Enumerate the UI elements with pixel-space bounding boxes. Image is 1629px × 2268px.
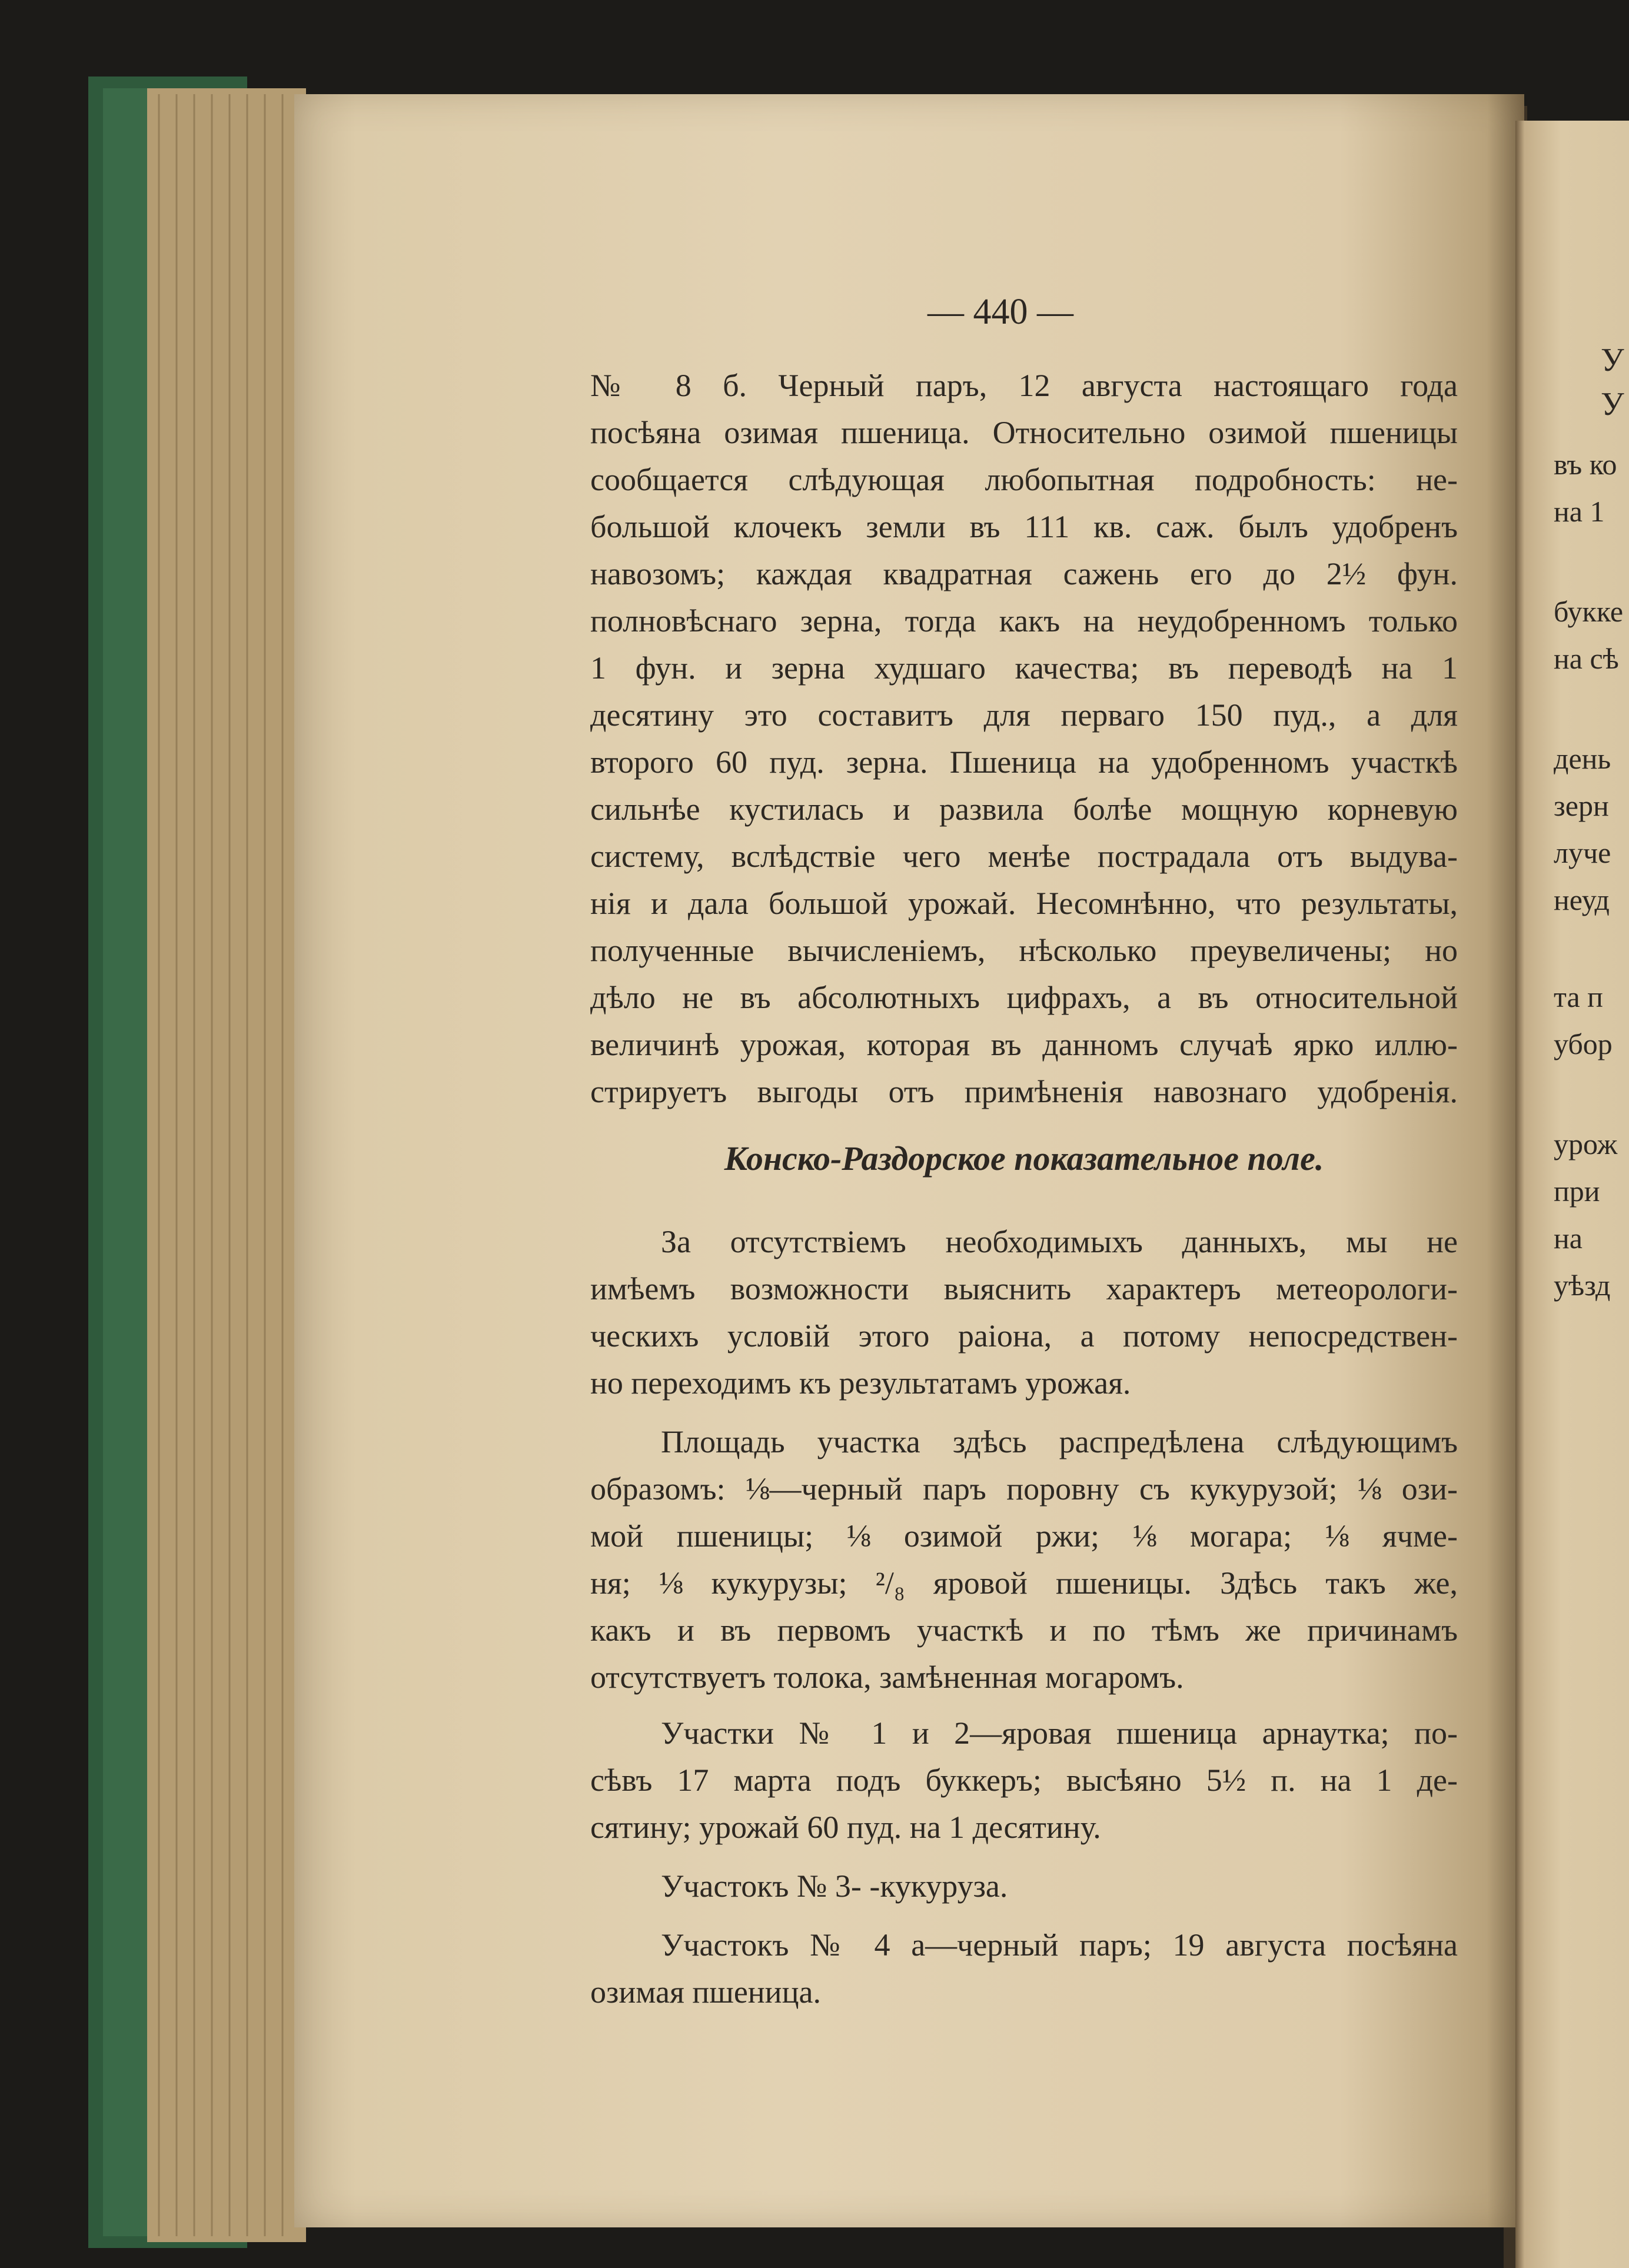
text-line: № 8 б. Черный паръ, 12 августа настоящаго года <box>590 368 1458 403</box>
right-page-fragment: урож <box>1554 1128 1618 1160</box>
text-line: полученные вычисленіемъ, нѣсколько преувеличены; но <box>590 933 1458 968</box>
right-page-fragment: въ ко <box>1554 448 1617 481</box>
right-page-fragment: уѣзд <box>1554 1269 1611 1302</box>
text-line: сообщается слѣдующая любопытная подробность: не- <box>590 462 1458 497</box>
right-page-fragment: убор <box>1554 1027 1613 1060</box>
section-heading: Конско-Раздорское показательное поле. <box>724 1139 1324 1178</box>
text-line: дѣло не въ абсолютныхъ цифрахъ, а въ относительной <box>590 980 1458 1015</box>
text-line: систему, вслѣдствіе чего менѣе пострадала отъ выдува- <box>590 839 1458 874</box>
right-page-fragment: неуд <box>1554 883 1610 916</box>
text-line: нія и дала большой урожай. Несомнѣнно, что результаты, <box>590 886 1458 921</box>
text-line: Участокъ № 4 а—черный паръ; 19 августа посѣяна <box>661 1927 1458 1963</box>
text-line: образомъ: ⅛—черный паръ поровну съ кукурузой; ⅛ ози- <box>590 1471 1458 1507</box>
text-line: навозомъ; каждая квадратная сажень его до 2½ фун. <box>590 556 1458 591</box>
right-page-fragment: на <box>1554 1222 1583 1255</box>
text-line: какъ и въ первомъ участкѣ и по тѣмъ же причинамъ <box>590 1612 1458 1648</box>
text-line: большой клочекъ земли въ 111 кв. саж. былъ удобренъ <box>590 509 1458 544</box>
text-line: ня; ⅛ кукурузы; ²/₈ яровой пшеницы. Здѣсь такъ же, <box>590 1565 1458 1601</box>
right-page-fragment: луче <box>1554 836 1611 869</box>
right-page-fragment: при <box>1554 1175 1600 1208</box>
right-page-fragment: на 1 <box>1554 495 1605 528</box>
text-line: ческихъ условій этого раіона, а потому непосредствен- <box>590 1318 1458 1354</box>
text-line: сильнѣе кустилась и развила болѣе мощную корневую <box>590 792 1458 827</box>
text-line: посѣяна озимая пшеница. Относительно озимой пшеницы <box>590 415 1458 450</box>
right-page-fragment: та п <box>1554 980 1603 1013</box>
text-line: имѣемъ возможности выяснить характеръ метеорологи- <box>590 1271 1458 1306</box>
text-line: Участки № 1 и 2—яровая пшеница арнаутка; по- <box>661 1715 1458 1751</box>
text-line: десятину это составитъ для перваго 150 пуд., а для <box>590 697 1458 733</box>
text-line: полновѣснаго зерна, тогда какъ на неудобренномъ только <box>590 603 1458 639</box>
text-line: но переходимъ къ результатамъ урожая. <box>590 1365 1131 1401</box>
right-page-fragment: У <box>1601 342 1624 378</box>
text-line: второго 60 пуд. зерна. Пшеница на удобренномъ участкѣ <box>590 744 1458 780</box>
text-line: 1 фун. и зерна худшаго качества; въ переводѣ на 1 <box>590 650 1458 686</box>
text-line: Площадь участка здѣсь распредѣлена слѣдующимъ <box>661 1424 1458 1459</box>
text-line: озимая пшеница. <box>590 1974 821 2010</box>
right-page-fragment: зерн <box>1554 789 1609 822</box>
text-line: мой пшеницы; ⅛ озимой ржи; ⅛ могара; ⅛ ячме- <box>590 1518 1458 1554</box>
text-line: сѣвъ 17 марта подъ буккеръ; высѣяно 5½ п. на 1 де- <box>590 1762 1458 1798</box>
right-page-fragment: У <box>1601 386 1624 423</box>
text-line: отсутствуетъ толока, замѣненная могаромъ. <box>590 1660 1184 1695</box>
text-line: За отсутствіемъ необходимыхъ данныхъ, мы не <box>661 1224 1458 1259</box>
text-line: сятину; урожай 60 пуд. на 1 десятину. <box>590 1810 1101 1845</box>
text-line: стрируетъ выгоды отъ примѣненія навознаго удобренія. <box>590 1074 1458 1109</box>
right-page-fragment: букке <box>1554 595 1624 628</box>
page-number: — 440 — <box>927 292 1073 332</box>
right-page-fragment: на сѣ <box>1554 642 1619 675</box>
text-line: величинѣ урожая, которая въ данномъ случаѣ ярко иллю- <box>590 1027 1458 1062</box>
paragraph-5: Участокъ № 3- -кукуруза. <box>661 1868 1008 1904</box>
right-page-fragment: день <box>1554 742 1611 775</box>
